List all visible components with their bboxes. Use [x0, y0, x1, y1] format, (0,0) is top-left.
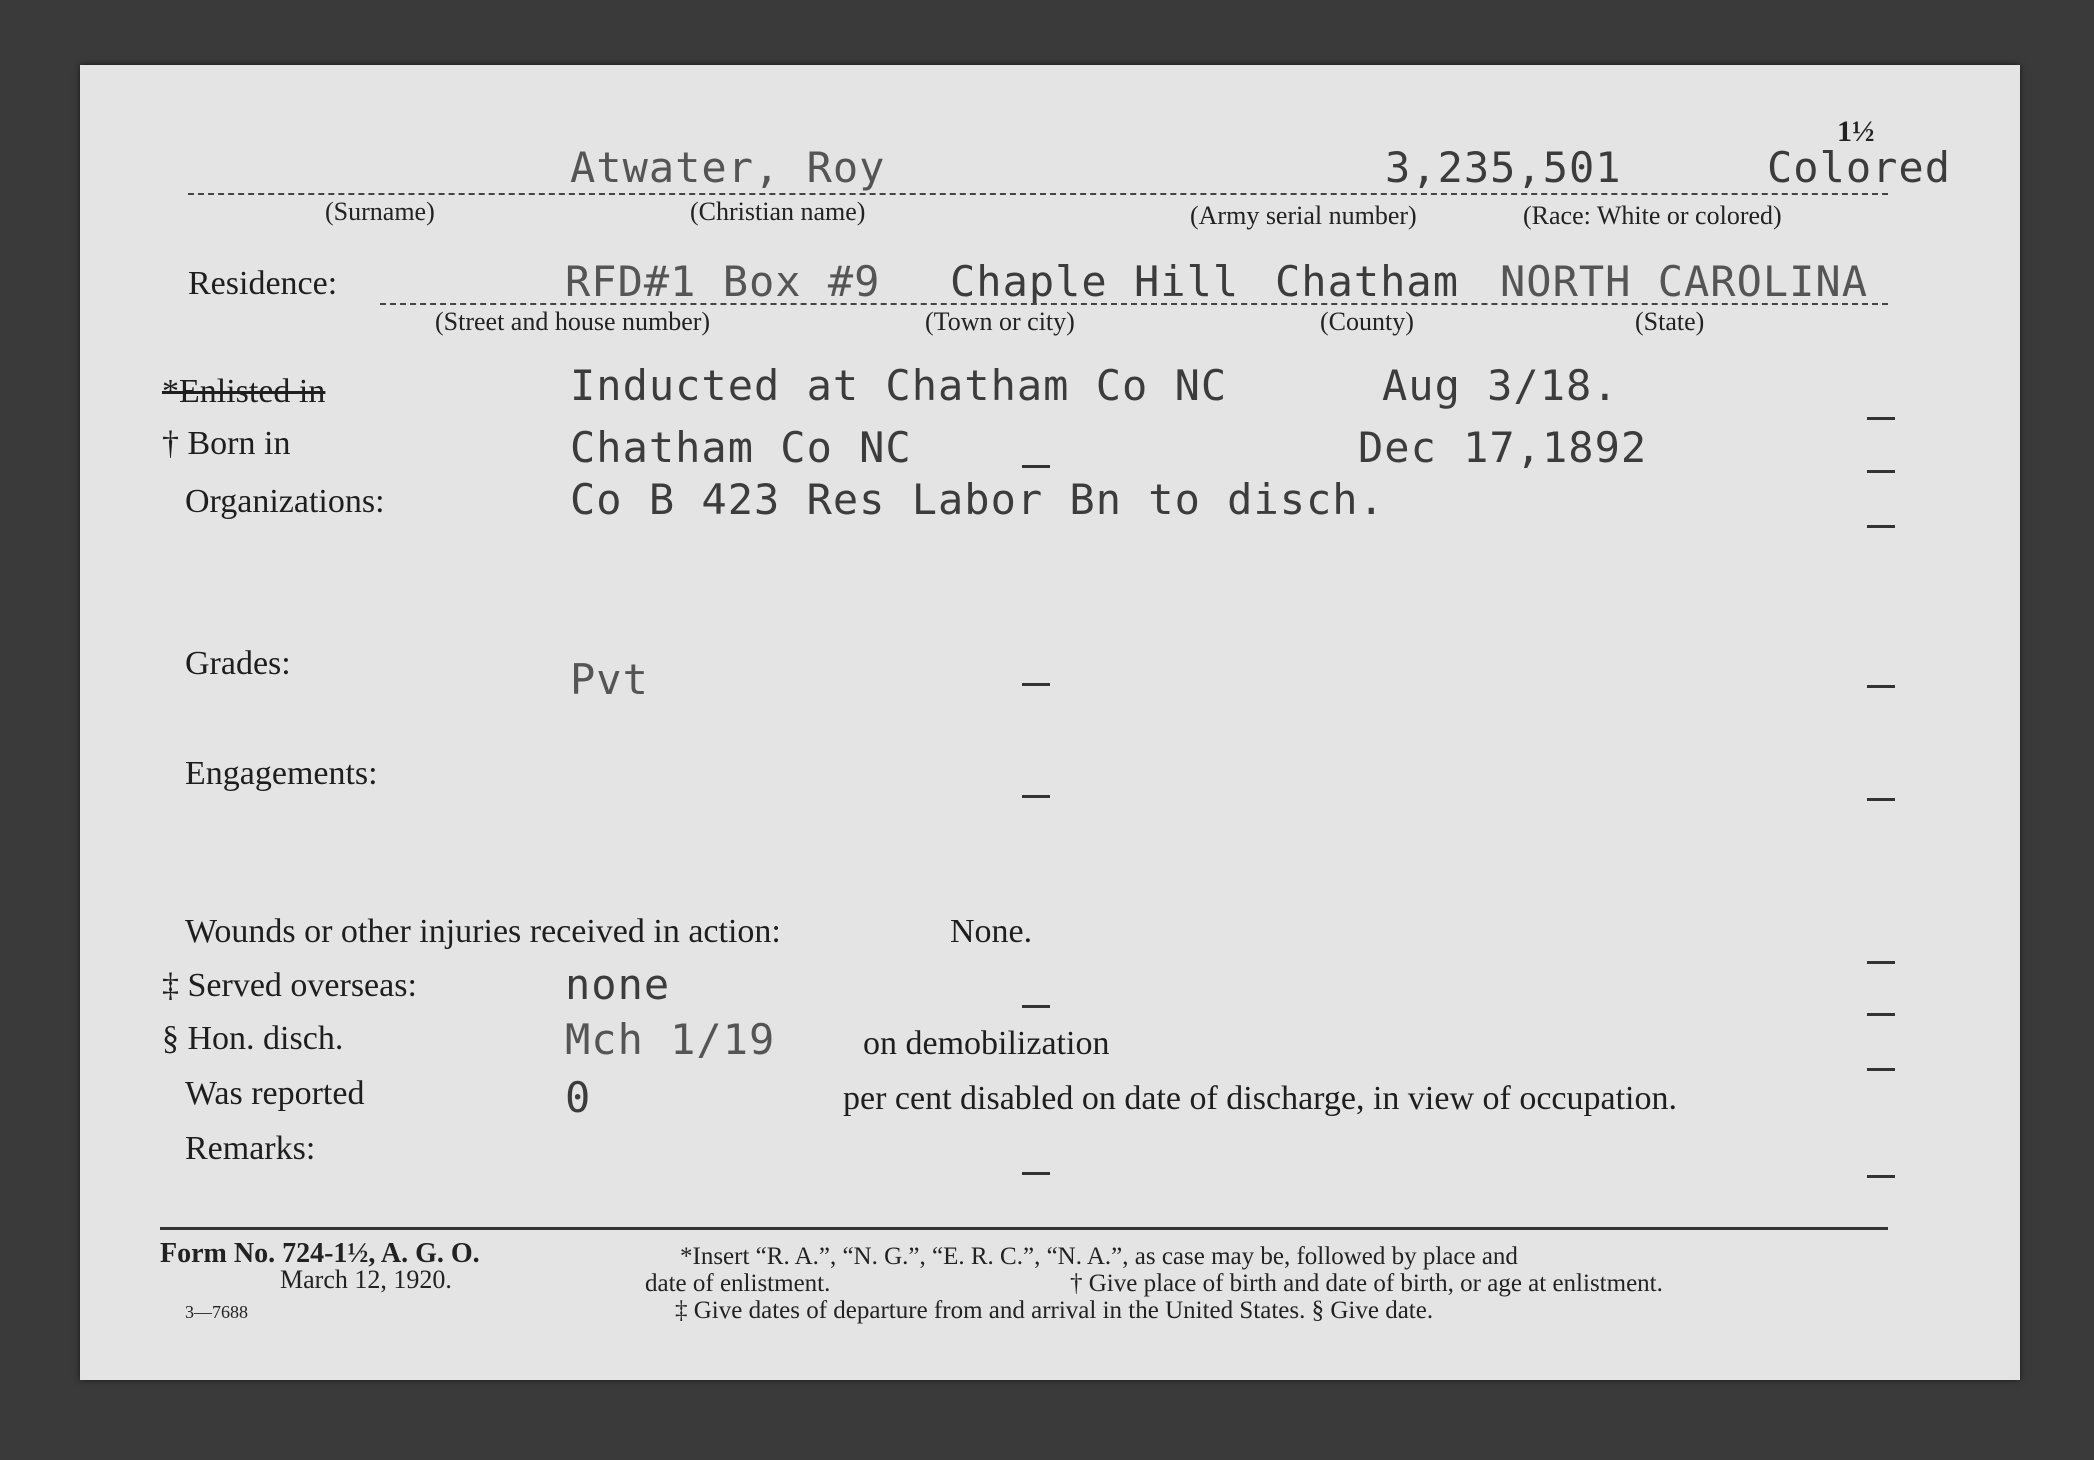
discharge-label: § Hon. disch.	[162, 1020, 344, 1057]
discharge-note: on demobilization	[863, 1025, 1110, 1062]
form-number: Form No. 724-1½, A. G. O.	[160, 1238, 480, 1269]
surname-label: (Surname)	[325, 197, 435, 226]
residence-underline	[380, 303, 1888, 305]
footer-note-2: † Give place of birth and date of birth, or age at enlistment.	[1070, 1270, 1663, 1297]
county-label: (County)	[1320, 307, 1414, 336]
enlisted-date: Aug 3/18.	[1382, 361, 1619, 410]
footer-note-3: ‡ Give dates of departure from and arrival in the United States. § Give date.	[675, 1297, 1434, 1324]
serial-label: (Army serial number)	[1190, 201, 1417, 230]
christian-name-label: (Christian name)	[690, 197, 866, 226]
remarks-label: Remarks:	[185, 1130, 316, 1167]
born-dash	[1867, 470, 1895, 473]
grades-label: Grades:	[185, 645, 291, 682]
street-label: (Street and house number)	[435, 307, 711, 336]
born-dash-mid	[1022, 465, 1050, 468]
service-record-card	[80, 65, 2020, 1380]
race-label: (Race: White or colored)	[1523, 201, 1782, 230]
residence-county: Chatham	[1275, 257, 1460, 306]
wounds-dash	[1867, 961, 1895, 964]
engagements-label: Engagements:	[185, 755, 378, 792]
overseas-dash-mid	[1022, 1005, 1050, 1008]
organizations-value: Co B 423 Res Labor Bn to disch.	[570, 475, 1385, 524]
residence-label: Residence:	[188, 265, 338, 302]
enlisted-label: *Enlisted in	[162, 373, 326, 410]
form-code: 3—7688	[185, 1302, 248, 1322]
overseas-dash	[1867, 1013, 1895, 1016]
discharge-dash	[1867, 1068, 1895, 1071]
reported-label: Was reported	[185, 1075, 365, 1112]
town-label: (Town or city)	[925, 307, 1075, 336]
reported-note: per cent disabled on date of discharge, in view of occupation.	[843, 1080, 1677, 1117]
footer-rule	[160, 1227, 1888, 1230]
born-date: Dec 17,1892	[1358, 423, 1648, 472]
overseas-label: ‡ Served overseas:	[162, 967, 417, 1004]
born-label: † Born in	[162, 425, 291, 462]
remarks-dash	[1867, 1175, 1895, 1178]
form-date: March 12, 1920.	[280, 1265, 452, 1294]
overseas-value: none	[565, 960, 671, 1009]
serial-number-value: 3,235,501	[1385, 143, 1622, 192]
wounds-value: None.	[950, 913, 1033, 950]
residence-street: RFD#1 Box #9	[565, 257, 881, 306]
race-value: Colored	[1767, 143, 1952, 192]
organizations-label: Organizations:	[185, 483, 385, 520]
discharge-date: Mch 1/19	[565, 1015, 776, 1064]
form-fraction: 1½	[1837, 115, 1875, 148]
surname-name-value: Atwater, Roy	[570, 143, 886, 192]
enlisted-value: Inducted at Chatham Co NC	[570, 361, 1228, 410]
engagements-dash-mid	[1022, 795, 1050, 798]
residence-town: Chaple Hill	[950, 257, 1240, 306]
header-underline	[188, 193, 1888, 195]
residence-state: NORTH CAROLINA	[1500, 257, 1869, 306]
enlisted-dash	[1867, 417, 1895, 420]
reported-value: 0	[565, 1073, 592, 1122]
grades-dash	[1867, 685, 1895, 688]
state-label: (State)	[1635, 307, 1705, 336]
wounds-label: Wounds or other injuries received in action:	[185, 913, 781, 950]
remarks-dash-mid	[1022, 1172, 1050, 1175]
footer-note-1b: date of enlistment.	[645, 1270, 831, 1297]
grades-dash-mid	[1022, 683, 1050, 686]
grades-value: Pvt	[570, 655, 649, 704]
organizations-dash	[1867, 525, 1895, 528]
born-value: Chatham Co NC	[570, 423, 912, 472]
footer-note-1a: *Insert “R. A.”, “N. G.”, “E. R. C.”, “N. A.”, as case may be, followed by place and	[680, 1243, 1518, 1270]
engagements-dash	[1867, 798, 1895, 801]
